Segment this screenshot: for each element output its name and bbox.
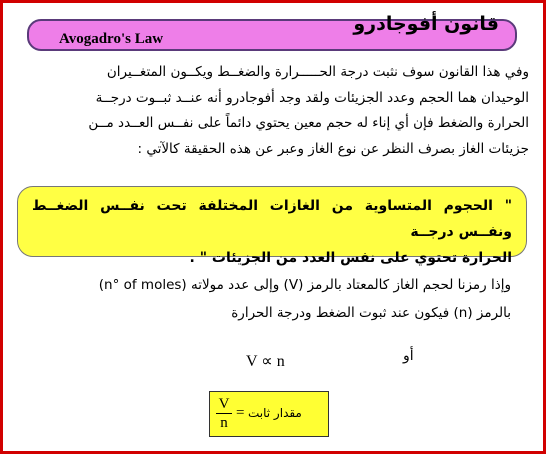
symbols-paragraph [33,271,511,327]
proportionality-equation: V ∝ n [246,353,285,370]
law-statement-box [17,186,527,266]
statement-line: " الحجوم المتساوية من الغازات المختلفة تحت نفــس الضغــط ونفــس درجــة [32,198,512,240]
intro-line: الحرارة والضغط فإن أي إناء له حجم معين يحتوي دائماً على نفــس العــدد مــن [88,115,529,131]
constant-text: مقدار ثابت [248,406,302,420]
fraction [216,395,232,432]
equals-sign: = [236,405,245,421]
title-arabic: قانون أفوجادرو [353,13,499,35]
intro-paragraph [21,60,529,162]
intro-line: وفي هذا القانون سوف نثبت درجة الحـــــرارة والضغــط ويكــون المتغــيران [106,64,529,80]
title-english: Avogadro's Law [59,31,164,47]
fraction-numerator: V [216,395,232,414]
formula-box [209,391,329,437]
intro-line: جزيئات الغاز بصرف النظر عن نوع الغاز وعبر عن هذه الحقيقة كالآتي : [137,140,529,157]
or-label: أو [403,348,414,364]
symbols-line: وإذا رمزنا لحجم الغاز كالمعتاد بالرمز (V) وإلى عدد مولاته (n° of moles) [98,277,511,293]
symbols-line: بالرمز (n) فيكون عند ثبوت الضغط ودرجة الحرارة [231,305,511,321]
intro-line: الوحيدان هما الحجم وعدد الجزيئات ولقد وجد أفوجادرو أنه عنــد ثبــوت درجــة [95,89,529,106]
statement-line: الحرارة تحتوي على نفس العدد من الجزيئات " . [189,250,512,266]
fraction-denominator: n [220,415,228,431]
